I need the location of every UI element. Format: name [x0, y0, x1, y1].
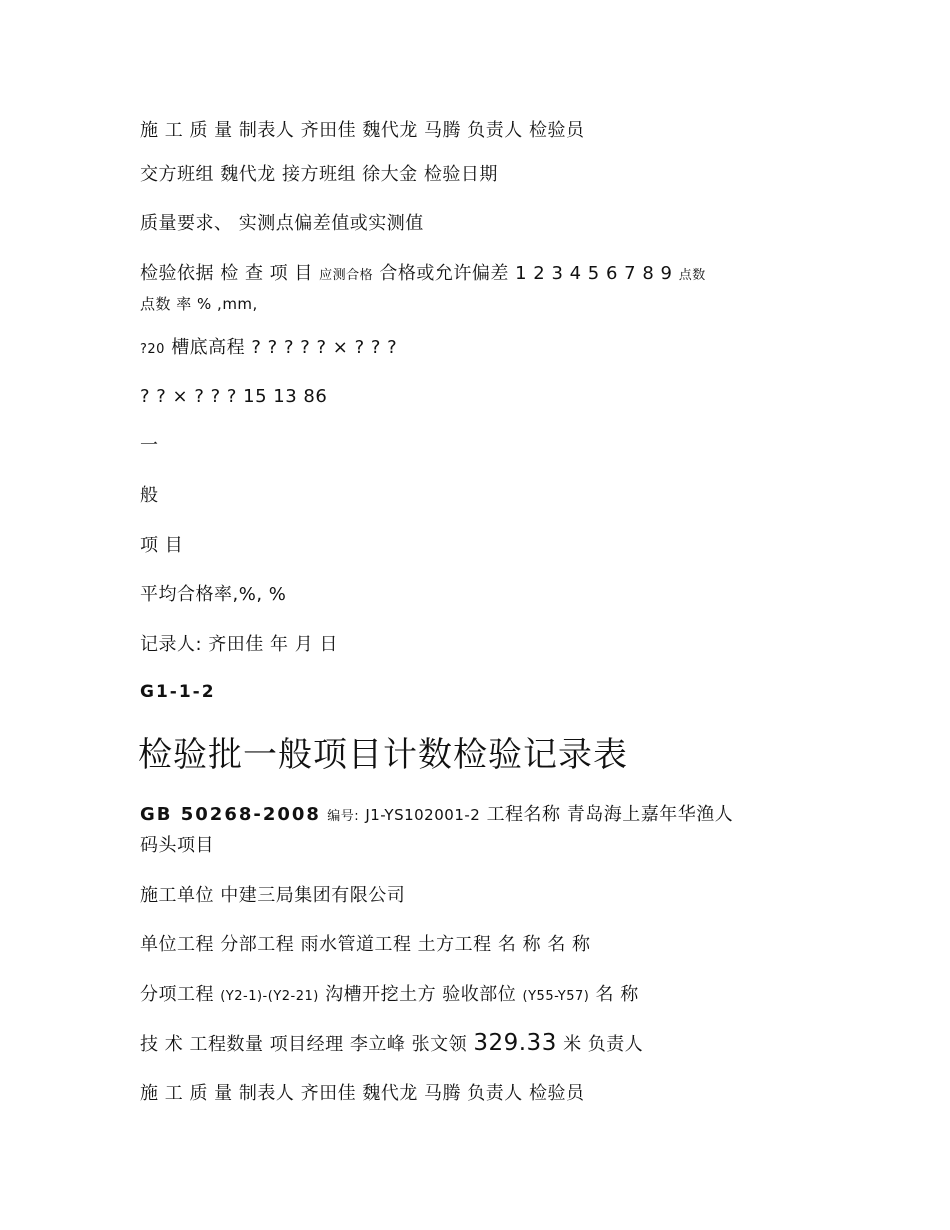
signature-row-1: 施 工 质 量 制表人 齐田佳 魏代龙 马腾 负责人 检验员 [140, 120, 585, 141]
trench-bottom-row [140, 333, 397, 365]
inspection-header-row [140, 259, 706, 291]
unit-project-row: 单位工程 分部工程 雨水管道工程 土方工程 名 称 名 称 [140, 934, 591, 955]
technical-row [140, 1028, 643, 1060]
tolerance-value: ?20 [140, 342, 165, 357]
page-title: 检验批一般项目计数检验记录表 [138, 735, 628, 775]
measurement-row: ? ? × ? ? ? 15 13 86 [140, 386, 328, 407]
deviation-columns-label: 合格或允许偏差 1 2 3 4 5 6 7 8 9 [379, 263, 673, 284]
signature-row-2: 施 工 质 量 制表人 齐田佳 魏代龙 马腾 负责人 检验员 [140, 1083, 585, 1104]
sub-project-name: 沟槽开挖土方 验收部位 [325, 984, 517, 1005]
number-label: 编号: [327, 809, 360, 824]
standard-row [140, 800, 810, 832]
general-char-2: 般 [140, 485, 159, 506]
quantity-unit: 米 负责人 [563, 1034, 644, 1055]
quality-requirement-row: 质量要求、 实测点偏差值或实测值 [140, 213, 424, 234]
general-char-1: 一 [140, 435, 159, 456]
item-label: 项 目 [140, 535, 184, 556]
sub-project-name-label: 名 称 [595, 984, 639, 1005]
trench-bottom-label: 槽底高程 ? ? ? ? ? × ? ? ? [171, 337, 398, 358]
project-name-cont: 码头项目 [140, 835, 214, 856]
project-name-label: 工程名称 青岛海上嘉年华渔人 [486, 804, 734, 825]
form-code: G1-1-2 [140, 682, 216, 702]
points-label: 点数 [678, 268, 706, 283]
construction-unit-row: 施工单位 中建三局集团有限公司 [140, 885, 406, 906]
should-measure-label: 应测合格 [319, 268, 374, 283]
recorder-row: 记录人: 齐田佳 年 月 日 [140, 634, 338, 655]
average-pass-rate: 平均合格率,%, % [140, 584, 287, 605]
number-value: J1-YS102001-2 [365, 806, 481, 824]
sub-project-range: (Y2-1)-(Y2-21) [220, 989, 319, 1004]
team-row: 交方班组 魏代龙 接方班组 徐大金 检验日期 [140, 164, 498, 185]
quantity-value: 329.33 [473, 1030, 557, 1056]
acceptance-range: (Y55-Y57) [522, 989, 590, 1004]
sub-project-row [140, 980, 639, 1012]
standard-code: GB 50268-2008 [140, 804, 321, 825]
inspection-header-row-cont: 点数 率 % ,mm, [140, 295, 258, 313]
technical-label: 技 术 工程数量 项目经理 李立峰 张文领 [140, 1034, 468, 1055]
inspection-basis-label: 检验依据 检 查 项 目 [140, 263, 313, 284]
sub-project-label: 分项工程 [140, 984, 214, 1005]
